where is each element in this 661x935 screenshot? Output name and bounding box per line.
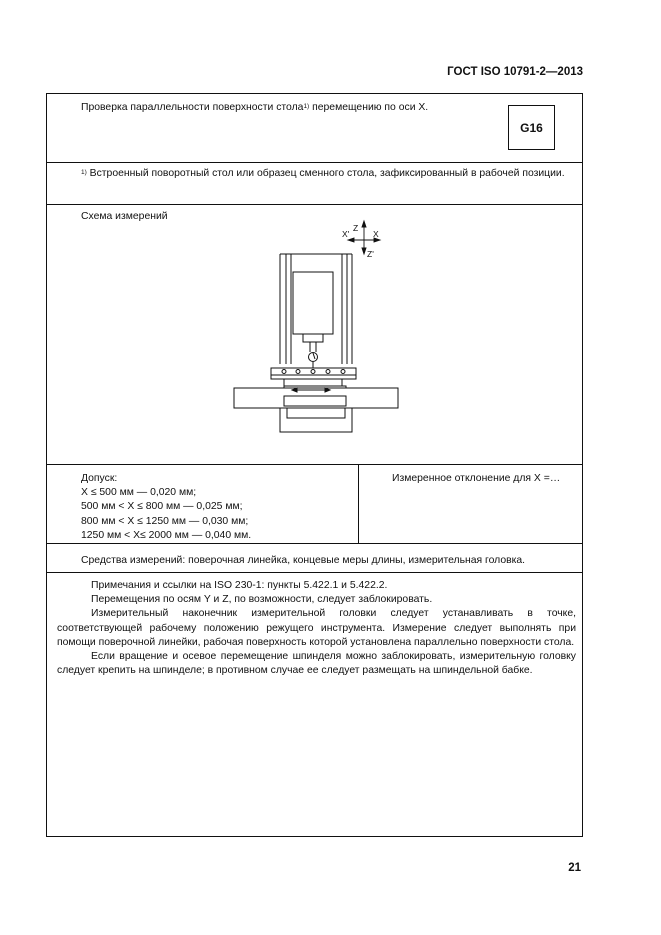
note-paragraph: Если вращение и осевое перемещение шпинделя можно заблокировать, измерительную головку следует крепить на шпинделе; в противном случае ее следует размещать на шпиндельной бабке.: [57, 651, 576, 677]
test-code: G16: [520, 120, 543, 135]
page-number: 21: [568, 862, 581, 874]
row-divider: [47, 572, 582, 573]
tolerance-block: [81, 472, 251, 543]
tolerance-line: 800 мм < X ≤ 1250 мм — 0,030 мм;: [81, 515, 249, 527]
notes-block: [57, 579, 576, 678]
tolerance-line: 1250 мм < X≤ 2000 мм — 0,040 мм.: [81, 529, 252, 541]
measuring-instruments: Средства измерений: поверочная линейка, концевые меры длины, измерительная головка.: [81, 555, 526, 566]
axis-z-prime-label: Z': [367, 249, 374, 259]
tolerance-line: X ≤ 500 мм — 0,020 мм;: [81, 487, 197, 499]
axis-z-label: Z: [353, 223, 359, 233]
note-paragraph: Измерительный наконечник измерительной головки следует устанавливать в точке, соответствующей рабочему положению режущего инструмента. Измерение следует выполнять при помощи поверочной линейки, рабочая поверхность которой установлена параллельно поверхности стола.: [57, 608, 576, 648]
footnote-marker: 1): [81, 169, 87, 176]
column-divider: [358, 464, 359, 543]
measured-deviation: Измеренное отклонение для X =…: [392, 473, 561, 484]
note-line: Перемещения по осям Y и Z, по возможности, следует заблокировать.: [91, 594, 433, 606]
tolerance-line: 500 мм < X ≤ 800 мм — 0,025 мм;: [81, 501, 243, 513]
row-divider: [47, 162, 582, 163]
note-line: Примечания и ссылки на ISO 230-1: пункты 5.422.1 и 5.422.2.: [91, 580, 388, 591]
tolerance-label: Допуск:: [81, 473, 118, 484]
footnote-text: Встроенный поворотный стол или образец сменного стола, зафиксированный в рабочей позиции.: [86, 168, 565, 179]
axis-x-prime-label: X': [342, 229, 350, 239]
test-table: [46, 93, 583, 837]
standard-header: ГОСТ ISO 10791-2—2013: [447, 66, 583, 78]
test-code-box: [508, 105, 555, 150]
scheme-label: Схема измерений: [81, 211, 168, 222]
row-divider: [47, 543, 582, 544]
footnote: [57, 167, 576, 181]
axis-x-label: X: [373, 229, 379, 239]
test-title: Проверка параллельности поверхности стола$^{1)}$ перемещению по оси X.: [81, 102, 429, 113]
straightedge: [271, 368, 356, 379]
machine-table: [234, 379, 398, 432]
measurement-scheme-diagram: [47, 204, 584, 454]
spindle-column: [280, 254, 352, 364]
dial-indicator: [309, 353, 318, 369]
row-divider: [47, 464, 582, 465]
